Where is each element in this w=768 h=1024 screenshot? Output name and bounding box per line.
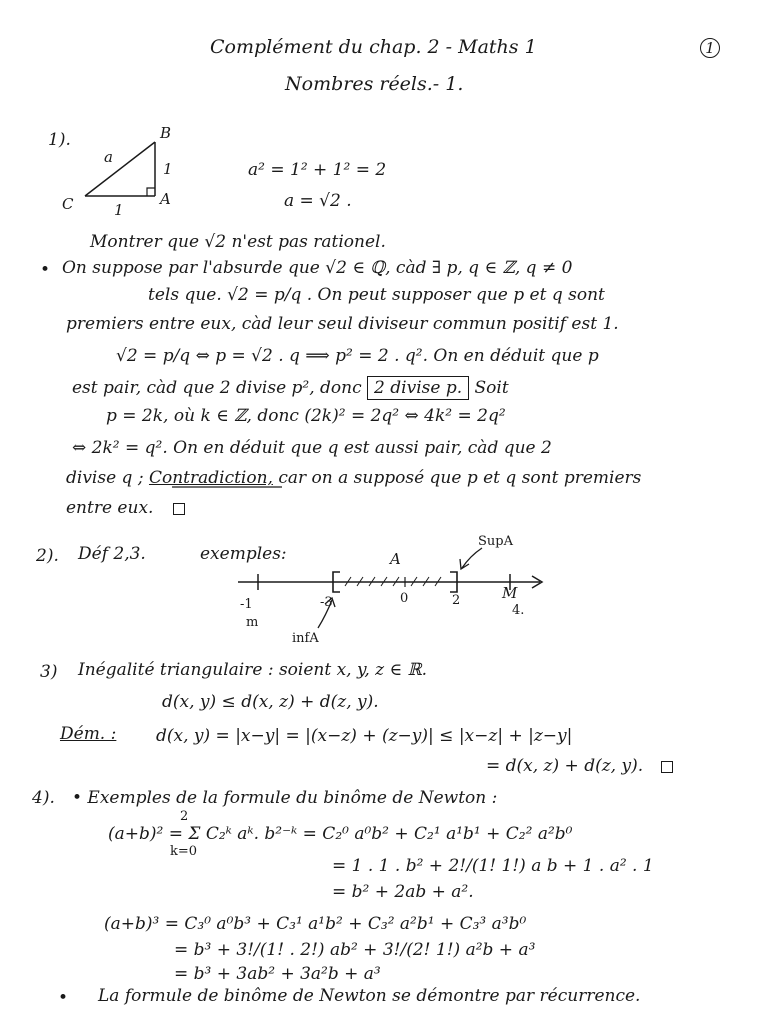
proof-line: divise q ; Contradiction, car on a supposé que p et q sont premiers — [66, 468, 642, 488]
examples-label: exemples: — [200, 544, 287, 564]
binomial-line: = b³ + 3ab² + 3a²b + a³ — [174, 964, 381, 984]
boxed-conclusion: 2 divise p. — [367, 376, 469, 400]
lower-bound-label: m — [246, 615, 259, 630]
contradiction-word: Contradiction, — [148, 468, 273, 488]
sum-lower-limit: k=0 — [170, 844, 198, 859]
upper-bound-label: M — [502, 584, 518, 602]
task-statement: Montrer que √2 n'est pas rationel. — [90, 232, 386, 252]
section-1-number: 1). — [48, 130, 71, 150]
page-number: 1 — [700, 38, 720, 58]
soit-word: Soit — [474, 378, 509, 398]
proof-line: est pair, càd que 2 divise p², donc 2 divise p. Soit — [72, 378, 509, 398]
binomial-line: = b² + 2ab + a². — [332, 882, 474, 902]
bullet: • — [40, 260, 51, 280]
triangle-base-label: 1 — [114, 201, 124, 219]
triangle-label-A: A — [160, 190, 171, 208]
tick-label: -1 — [240, 597, 253, 612]
section-4-title: • Exemples de la formule du binôme de Newton : — [72, 788, 498, 808]
page-subtitle: Nombres réels.- 1. — [285, 73, 464, 95]
proof-line: entre eux. — [66, 500, 185, 517]
tick-label: 2 — [452, 593, 461, 608]
proof-line: ⇔ 2k² = q². On en déduit que q est aussi pair, càd que 2 — [72, 438, 552, 458]
proof-line: d(x, y) = |x−y| = |(x−z) + (z−y)| ≤ |x−z| + |z−y| — [156, 726, 573, 746]
tick-label: 0 — [400, 591, 409, 606]
binomial-line: (a+b)² = Σ C₂ᵏ aᵏ. b²⁻ᵏ = C₂⁰ a⁰b² + C₂¹ a¹b¹ + C₂² a²b⁰ — [108, 824, 573, 844]
page-title: Complément du chap. 2 - Maths 1 — [210, 36, 537, 58]
closing-remark: La formule de binôme de Newton se démontre par récurrence. — [98, 986, 641, 1006]
tick-label: 4. — [512, 603, 525, 618]
hypotenuse-value: a = √2 . — [284, 191, 352, 211]
triangle-hypotenuse-label: a — [104, 148, 113, 166]
section-3-number: 3) — [40, 662, 58, 682]
bullet: • — [58, 988, 69, 1008]
proof-line: On suppose par l'absurde que √2 ∈ ℚ, càd ∃ p, q ∈ ℤ, q ≠ 0 — [62, 258, 573, 278]
section-2-number: 2). — [36, 546, 59, 566]
definition-ref: Déf 2,3. — [78, 544, 146, 564]
demonstration-label: Dém. : — [60, 724, 117, 744]
qed-square-icon — [661, 761, 673, 773]
set-label: A — [390, 550, 401, 568]
binomial-line: (a+b)³ = C₃⁰ a⁰b³ + C₃¹ a¹b² + C₃² a²b¹ + C₃³ a³b⁰ — [104, 914, 527, 934]
triangle-label-B: B — [160, 124, 172, 142]
section-4-number: 4). — [32, 788, 55, 808]
qed-square-icon — [173, 503, 185, 515]
right-triangle-figure — [85, 142, 155, 196]
binomial-line: = 1 . 1 . b² + 2!/(1! 1!) a b + 1 . a² . 1 — [332, 856, 654, 876]
triangle-inequality: d(x, y) ≤ d(x, z) + d(z, y). — [162, 692, 379, 712]
proof-line: √2 = p/q ⇔ p = √2 . q ⟹ p² = 2 . q². On en déduit que p — [116, 346, 599, 366]
proof-line: tels que. √2 = p/q . On peut supposer que p et q sont — [148, 285, 605, 305]
section-3-title: Inégalité triangulaire : soient x, y, z ∈ ℝ. — [78, 660, 428, 680]
proof-line: = d(x, z) + d(z, y). — [486, 758, 673, 775]
sup-label: SupA — [478, 534, 513, 549]
pythagoras-equation: a² = 1² + 1² = 2 — [248, 160, 387, 180]
proof-line: premiers entre eux, càd leur seul diviseur commun positif est 1. — [66, 314, 619, 334]
proof-line: p = 2k, où k ∈ ℤ, donc (2k)² = 2q² ⇔ 4k² = 2q² — [106, 406, 506, 426]
tick-label: -3 — [320, 595, 333, 610]
triangle-side-label: 1 — [163, 160, 173, 178]
binomial-line: = b³ + 3!/(1! . 2!) ab² + 3!/(2! 1!) a²b + a³ — [174, 940, 536, 960]
sum-upper-limit: 2 — [180, 809, 189, 824]
triangle-label-C: C — [62, 195, 74, 213]
inf-label: infA — [292, 631, 319, 646]
